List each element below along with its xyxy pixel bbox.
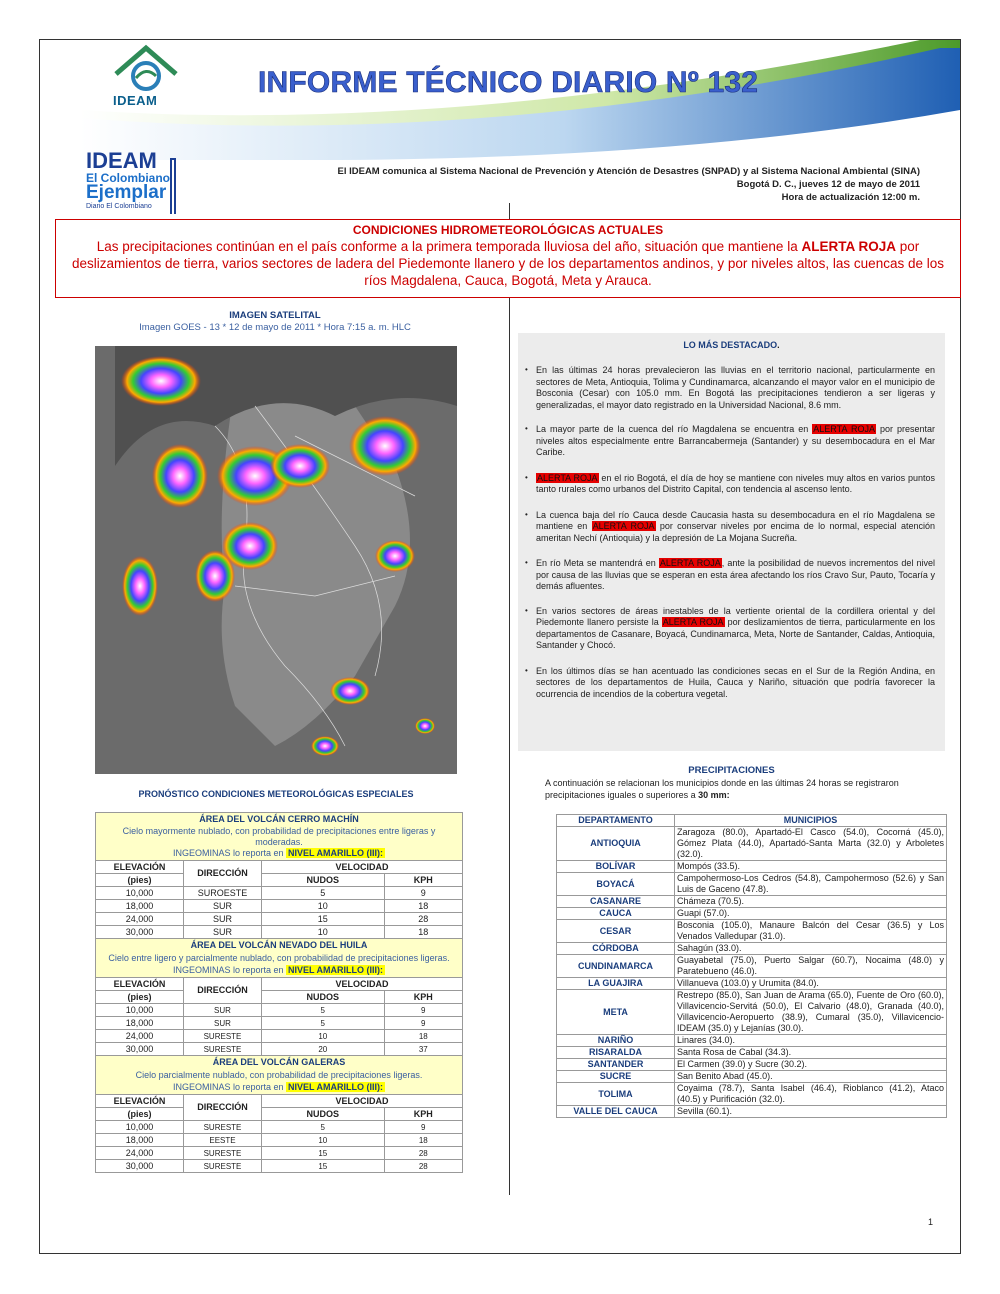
- kph-header: KPH: [384, 1108, 462, 1121]
- highlight-item: • La mayor parte de la cuenca del río Magdalena se encuentra en ALERTA ROJA por presentar niveles altos especialmente entre Barrancabermeja (Santander) y su desembocadura en el Mar Caribe.: [525, 424, 935, 459]
- elevation-cell: 18,000: [96, 900, 184, 913]
- department-cell: SUCRE: [557, 1071, 675, 1083]
- elevation-cell: 10,000: [96, 1004, 184, 1017]
- direction-cell: SUR: [184, 900, 262, 913]
- kph-cell: 9: [384, 1004, 462, 1017]
- volcano-area-description: Cielo mayormente nublado, con probabilidad de precipitaciones entre ligeras y moderadas.: [96, 826, 463, 848]
- direction-cell: SURESTE: [184, 1121, 262, 1134]
- alert-roja-badge: ALERTA ROJA: [659, 558, 721, 568]
- knots-header: NUDOS: [262, 991, 385, 1004]
- department-cell: RISARALDA: [557, 1047, 675, 1059]
- kph-cell: 18: [384, 1134, 462, 1147]
- table-row: [557, 908, 947, 920]
- ideam-colombiano-logo: IDEAM El Colombiano Ejemplar Diario El Colombiano: [86, 150, 196, 220]
- table-row: [557, 978, 947, 990]
- highlights-title: LO MÁS DESTACADO.: [683, 340, 780, 350]
- alert-level-badge: NIVEL AMARILLO (III):: [288, 965, 384, 976]
- department-cell: TOLIMA: [557, 1083, 675, 1106]
- precipitation-intro: A continuación se relacionan los municipios donde en las últimas 24 horas se registraron precipitaciones iguales o superiores a 30 mm:: [545, 778, 899, 800]
- department-cell: META: [557, 990, 675, 1035]
- direction-header: DIRECCIÓN: [184, 861, 262, 887]
- highlight-item: • En los últimos días se han acentuado las condiciones secas en el Sur de la Región Andina, en sectores de los departamentos de Huila, Cauca y Nariño, situación que podría favorecer la ocurrencia de incendios de la cobertura vegetal.: [525, 666, 935, 701]
- table-row: [557, 1106, 947, 1118]
- area-level-row: [96, 848, 463, 861]
- municipalities-cell: Villanueva (103.0) y Urumita (84.0).: [675, 978, 947, 990]
- velocity-header: VELOCIDAD: [262, 1095, 463, 1108]
- municipalities-cell: Guapi (57.0).: [675, 908, 947, 920]
- department-header: DEPARTAMENTO: [557, 815, 675, 827]
- elevation-cell: 24,000: [96, 1147, 184, 1160]
- highlight-item: • En varios sectores de áreas inestables de la vertiente oriental de la cordillera oriental y del Piedemonte llanero persiste la ALERTA ROJA por deslizamientos de tierra, particularmente en los departamentos de Casanare, Boyacá, Cundinamarca, Meta, Norte de Santander, Caldas, Antioquia, Santander y Chocó.: [525, 606, 935, 652]
- knots-cell: 15: [262, 1147, 385, 1160]
- kph-cell: 18: [384, 926, 462, 939]
- municipalities-cell: San Benito Abad (45.0).: [675, 1071, 947, 1083]
- municipalities-cell: Santa Rosa de Cabal (34.3).: [675, 1047, 947, 1059]
- satellite-image: [95, 346, 457, 774]
- department-cell: ANTIOQUIA: [557, 827, 675, 861]
- kph-cell: 18: [384, 1030, 462, 1043]
- feet-header: (pies): [96, 874, 184, 887]
- knots-cell: 20: [262, 1043, 385, 1056]
- municipalities-cell: Sahagún (33.0).: [675, 943, 947, 955]
- table-row: [96, 1004, 463, 1017]
- highlight-item: • En las últimas 24 horas prevalecieron las lluvias en el territorio nacional, particularmente en sectores de Meta, Antioquia, Tolima y Cundinamarca, alcanzando el mayor valor en el municipio de Bosconia (Cesar) con 105.0 mm. En Bogotá las precipitaciones tendieron a ser ligeras y generalizadas, el mayor dato registrado en la Universidad Nacional, 8.6 mm.: [525, 365, 935, 411]
- municipalities-cell: Sevilla (60.1).: [675, 1106, 947, 1118]
- direction-header: DIRECCIÓN: [184, 978, 262, 1004]
- alert-roja-badge: ALERTA ROJA: [662, 617, 724, 627]
- direction-cell: SURESTE: [184, 1147, 262, 1160]
- kph-cell: 28: [384, 1147, 462, 1160]
- direction-cell: SURESTE: [184, 1030, 262, 1043]
- direction-cell: SUR: [184, 926, 262, 939]
- municipalities-cell: Restrepo (85.0), San Juan de Arama (65.0), Fuente de Oro (60.0), Villavicencio-Servitá (50.0), El Calvario (48.0), Granada (40.0), Villavicencio-Aeropuerto (38.9), Cumaral (35.0), Villavicencio-IDEAM (35.0) y Lejanías (30.0).: [675, 990, 947, 1035]
- municipalities-cell: Guayabetal (75.0), Puerto Salgar (60.7), Nocaima (48.0) y Paratebueno (46.0).: [675, 955, 947, 978]
- velocity-header: VELOCIDAD: [262, 978, 463, 991]
- municipalities-cell: Coyaima (78.7), Santa Isabel (46.4), Rioblanco (41.2), Ataco (40.5) y Purificación (32.0).: [675, 1083, 947, 1106]
- table-row: [557, 990, 947, 1035]
- highlights-list: [525, 365, 935, 700]
- municipalities-cell: El Carmen (39.0) y Sucre (30.2).: [675, 1059, 947, 1071]
- kph-cell: 28: [384, 913, 462, 926]
- elevation-cell: 24,000: [96, 913, 184, 926]
- elevation-header: ELEVACIÓN: [96, 1095, 184, 1108]
- table-row: [557, 1035, 947, 1047]
- area-desc-row: [96, 952, 463, 965]
- satellite-subtitle: Imagen GOES - 13 * 12 de mayo de 2011 * Hora 7:15 a. m. HLC: [139, 322, 411, 333]
- satellite-title: IMAGEN SATELITAL: [229, 310, 321, 321]
- table-subheader-row: [96, 1108, 463, 1121]
- knots-cell: 10: [262, 1030, 385, 1043]
- ingeominas-level: INGEOMINAS lo reporta en NIVEL AMARILLO (III):: [96, 848, 463, 861]
- table-subheader-row: [96, 991, 463, 1004]
- elevation-cell: 30,000: [96, 926, 184, 939]
- elevation-cell: 24,000: [96, 1030, 184, 1043]
- table-row: [557, 873, 947, 896]
- elevation-cell: 10,000: [96, 887, 184, 900]
- knots-cell: 15: [262, 913, 385, 926]
- department-cell: CÓRDOBA: [557, 943, 675, 955]
- alert-roja-badge: ALERTA ROJA: [537, 472, 598, 483]
- knots-cell: 10: [262, 926, 385, 939]
- knots-cell: 5: [262, 1121, 385, 1134]
- elevation-cell: 10,000: [96, 1121, 184, 1134]
- alert-roja-badge: ALERTA ROJA: [592, 521, 655, 531]
- table-row: [96, 1147, 463, 1160]
- table-row: [557, 1071, 947, 1083]
- logo-bar-icon: [170, 158, 176, 214]
- highlight-item: • La cuenca baja del río Cauca desde Caucasia hasta su desembocadura en el río Magdalena se mantiene en ALERTA ROJA por conservar niveles por encima de lo normal, especial atención ameritan Nechí (Antioquia) y la depresión de La Mojana Sucreña.: [525, 510, 935, 545]
- municipalities-cell: Zaragoza (80.0), Apartadó-El Casco (54.0), Cocorná (45.0), Gómez Plata (44.0), Apartadó-Santa Marta (32.0) y Arboletes (32.0).: [675, 827, 947, 861]
- alert-roja-badge: ALERTA ROJA: [813, 424, 875, 434]
- table-row: [96, 1121, 463, 1134]
- department-cell: CUNDINAMARCA: [557, 955, 675, 978]
- volcano-area-description: Cielo entre ligero y parcialmente nublado, con probabilidad de precipitaciones ligeras.: [96, 952, 463, 965]
- precipitation-table: [556, 814, 947, 1118]
- table-row: [557, 861, 947, 873]
- table-row: [96, 1017, 463, 1030]
- department-cell: NARIÑO: [557, 1035, 675, 1047]
- municipalities-cell: Linares (34.0).: [675, 1035, 947, 1047]
- kph-cell: 9: [384, 1017, 462, 1030]
- volcano-area-name: ÁREA DEL VOLCÁN NEVADO DEL HUILA: [96, 939, 463, 952]
- area-desc-row: [96, 826, 463, 848]
- kph-header: KPH: [384, 874, 462, 887]
- table-row: [96, 1030, 463, 1043]
- table-row: [557, 1059, 947, 1071]
- volcano-area-name: ÁREA DEL VOLCÁN CERRO MACHÍN: [96, 813, 463, 826]
- table-row: [96, 900, 463, 913]
- elevation-header: ELEVACIÓN: [96, 861, 184, 874]
- kph-cell: 9: [384, 887, 462, 900]
- table-row: [557, 827, 947, 861]
- area-desc-row: [96, 1069, 463, 1082]
- volcano-area-description: Cielo parcialmente nublado, con probabilidad de precipitaciones ligeras.: [96, 1069, 463, 1082]
- direction-cell: SUR: [184, 1004, 262, 1017]
- elevation-header: ELEVACIÓN: [96, 978, 184, 991]
- ingeominas-level: INGEOMINAS lo reporta en NIVEL AMARILLO (III):: [96, 965, 463, 978]
- municipalities-cell: Chámeza (70.5).: [675, 896, 947, 908]
- alert-level-badge: NIVEL AMARILLO (III):: [288, 1082, 384, 1093]
- table-row: [557, 896, 947, 908]
- highlight-item: • En río Meta se mantendrá en ALERTA ROJA, ante la posibilidad de nuevos incrementos del nivel por causa de las lluvias que se esperan en esta área afectando los ríos Cravo Sur, Pauto, Tocaría y demás afluentes.: [525, 558, 935, 593]
- table-row: [96, 926, 463, 939]
- conditions-text: Las precipitaciones continúan en el país conforme a la primera temporada lluviosa del año, situación que mantiene la ALERTA ROJA por deslizamientos de tierra, varios sectores de ladera del Piedemonte llanero y de los departamentos andinos, y por niveles altos, las cuencas de los ríos Magdalena, Cauca, Bogotá, Meta y Arauca.: [72, 239, 944, 288]
- knots-cell: 15: [262, 1160, 385, 1173]
- direction-cell: SURESTE: [184, 1160, 262, 1173]
- kph-cell: 37: [384, 1043, 462, 1056]
- current-conditions-box: [55, 219, 961, 298]
- direction-header: DIRECCIÓN: [184, 1095, 262, 1121]
- direction-cell: SURESTE: [184, 1043, 262, 1056]
- area-level-row: [96, 965, 463, 978]
- table-row: [557, 943, 947, 955]
- elevation-cell: 18,000: [96, 1017, 184, 1030]
- department-cell: SANTANDER: [557, 1059, 675, 1071]
- forecast-title: PRONÓSTICO CONDICIONES METEOROLÓGICAS ESPECIALES: [138, 789, 414, 799]
- department-cell: BOYACÁ: [557, 873, 675, 896]
- table-header-row: [96, 861, 463, 874]
- kph-cell: 18: [384, 900, 462, 913]
- knots-cell: 10: [262, 900, 385, 913]
- direction-cell: EESTE: [184, 1134, 262, 1147]
- table-row: [96, 1160, 463, 1173]
- direction-cell: SUR: [184, 913, 262, 926]
- table-row: [557, 1083, 947, 1106]
- kph-header: KPH: [384, 991, 462, 1004]
- area-level-row: [96, 1082, 463, 1095]
- table-row: [96, 887, 463, 900]
- department-cell: VALLE DEL CAUCA: [557, 1106, 675, 1118]
- department-cell: CASANARE: [557, 896, 675, 908]
- highlight-item: • ALERTA ROJA en el rio Bogotá, el día de hoy se mantiene con niveles muy altos en varios puntos tanto rurales como urbanos del Distrito Capital, con tendencia al ascenso lento.: [525, 473, 935, 496]
- knots-cell: 5: [262, 1017, 385, 1030]
- direction-cell: SUR: [184, 1017, 262, 1030]
- knots-cell: 5: [262, 1004, 385, 1017]
- table-row: [96, 1134, 463, 1147]
- alert-level-badge: NIVEL AMARILLO (III):: [288, 848, 384, 859]
- column-divider: [509, 203, 510, 1195]
- volcano-forecast-table: [95, 812, 463, 1173]
- page-title: INFORME TÉCNICO DIARIO Nº 132: [258, 66, 759, 99]
- velocity-header: VELOCIDAD: [262, 861, 463, 874]
- page-number: 1: [928, 1217, 934, 1227]
- knots-header: NUDOS: [262, 874, 385, 887]
- area-name-row: [96, 813, 463, 826]
- table-subheader-row: [96, 874, 463, 887]
- table-row: [96, 1043, 463, 1056]
- table-header-row: [557, 815, 947, 827]
- department-cell: LA GUAJIRA: [557, 978, 675, 990]
- municipalities-cell: Campohermoso-Los Cedros (54.8), Campohermoso (52.6) y San Luis de Gaceno (47.8).: [675, 873, 947, 896]
- kph-cell: 28: [384, 1160, 462, 1173]
- elevation-cell: 30,000: [96, 1160, 184, 1173]
- table-row: [557, 920, 947, 943]
- knots-cell: 10: [262, 1134, 385, 1147]
- top-logo-text: IDEAM: [113, 93, 158, 108]
- table-header-row: [96, 978, 463, 991]
- knots-cell: 5: [262, 887, 385, 900]
- kph-cell: 9: [384, 1121, 462, 1134]
- department-cell: CESAR: [557, 920, 675, 943]
- municipalities-cell: Bosconia (105.0), Manaure Balcón del Cesar (36.5) y Los Venados Valledupar (31.0).: [675, 920, 947, 943]
- department-cell: BOLÍVAR: [557, 861, 675, 873]
- table-row: [557, 1047, 947, 1059]
- conditions-title: CONDICIONES HIDROMETEOROLÓGICAS ACTUALES: [352, 223, 664, 237]
- table-row: [557, 955, 947, 978]
- header-info: El IDEAM comunica al Sistema Nacional de Prevención y Atención de Desastres (SNPAD) y al Sistema Nacional Ambiental (SINA) Bogotá D. C., jueves 12 de mayo de 2011 Hora de actualización 12:00 m.: [337, 166, 920, 203]
- precipitation-title: PRECIPITACIONES: [688, 765, 775, 776]
- volcano-area-name: ÁREA DEL VOLCÁN GALERAS: [96, 1056, 463, 1069]
- ingeominas-level: INGEOMINAS lo reporta en NIVEL AMARILLO (III):: [96, 1082, 463, 1095]
- area-name-row: [96, 1056, 463, 1069]
- table-row: [96, 913, 463, 926]
- elevation-cell: 30,000: [96, 1043, 184, 1056]
- direction-cell: SUROESTE: [184, 887, 262, 900]
- area-name-row: [96, 939, 463, 952]
- feet-header: (pies): [96, 1108, 184, 1121]
- municipalities-header: MUNICIPIOS: [675, 815, 947, 827]
- knots-header: NUDOS: [262, 1108, 385, 1121]
- department-cell: CAUCA: [557, 908, 675, 920]
- table-header-row: [96, 1095, 463, 1108]
- feet-header: (pies): [96, 991, 184, 1004]
- elevation-cell: 18,000: [96, 1134, 184, 1147]
- municipalities-cell: Mompós (33.5).: [675, 861, 947, 873]
